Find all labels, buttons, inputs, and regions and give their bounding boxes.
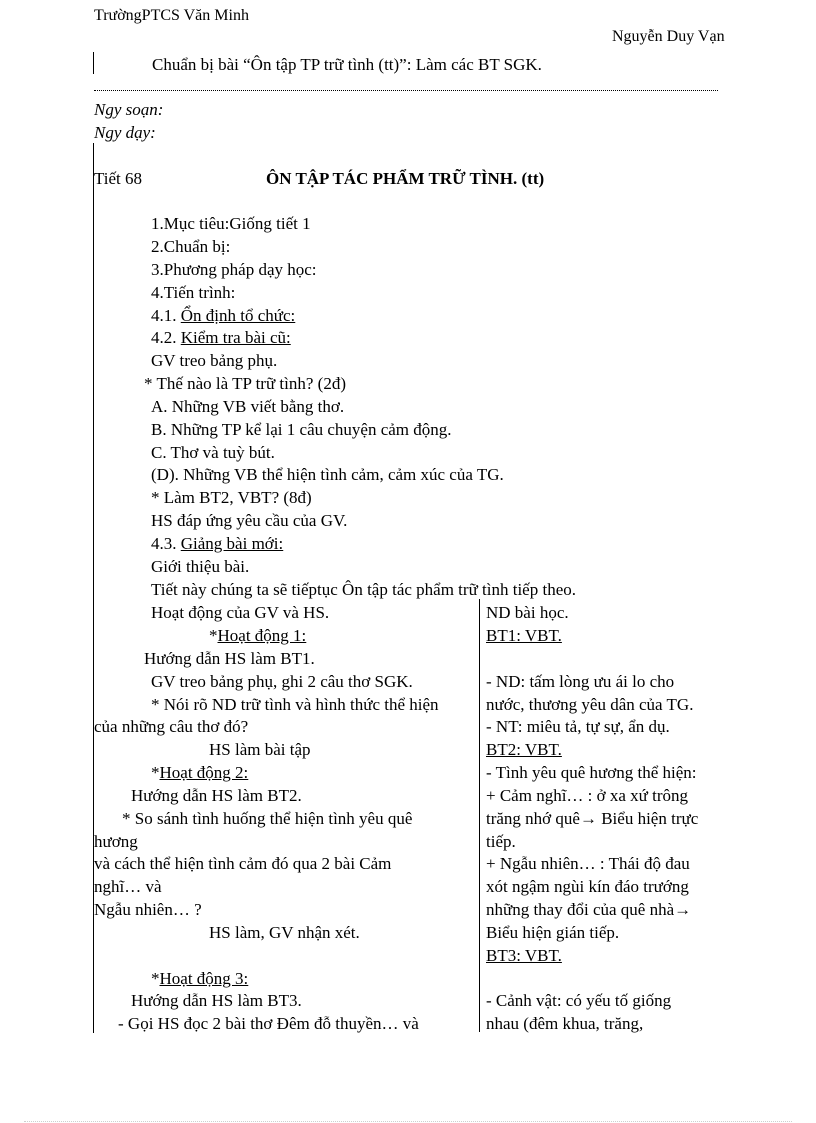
date-day-label: Ngy dạy: <box>94 123 156 142</box>
activity-2-question-b: hương <box>94 832 138 851</box>
activity-2-question-c: và cách thể hiện tình cảm đó qua 2 bài Cảm <box>94 854 392 873</box>
activity-1-guide: Hướng dẫn HS làm BT1. <box>144 649 315 668</box>
activity-2-guide: Hướng dẫn HS làm BT2. <box>131 786 302 805</box>
exercise-2-title: BT2: VBT. <box>486 740 562 759</box>
activity-1-gv: GV treo bảng phụ, ghi 2 câu thơ SGK. <box>151 672 413 691</box>
exercise-1-content-a: - ND: tấm lòng ưu ái lo cho <box>486 672 675 691</box>
dotted-separator <box>94 90 718 91</box>
section-4-2 <box>151 329 291 346</box>
exercise-1-title: BT1: VBT. <box>486 626 562 645</box>
activity-3-heading <box>151 970 248 987</box>
activity-1-question-b: của những câu thơ đó? <box>94 717 249 736</box>
activity-1-hs: HS làm bài tập <box>209 740 311 759</box>
option-a: A. Những VB viết bằng thơ. <box>151 397 345 416</box>
activity-3-title: Hoạt động 3: <box>159 969 249 988</box>
activity-2-question-a: * So sánh tình huống thể hiện tình yêu quê <box>122 809 413 828</box>
activity-3-star: * <box>151 969 160 988</box>
objective-line: 1.Mục tiêu:Giống tiết 1 <box>151 214 311 233</box>
section-4-3-title: Giảng bài mới: <box>180 534 284 553</box>
activity-1-title: Hoạt động 1: <box>217 626 307 645</box>
right-column-header: ND bài học. <box>486 603 569 622</box>
section-4-2-title: Kiểm tra bài cũ: <box>180 328 291 347</box>
activity-2-star: * <box>151 763 160 782</box>
activity-3-guide: Hướng dẫn HS làm BT3. <box>131 991 302 1010</box>
activity-1-question-a: * Nói rõ ND trữ tình và hình thức thể hiện <box>151 695 439 714</box>
activity-3-question: - Gọi HS đọc 2 bài thơ Đêm đỗ thuyền… và <box>118 1014 419 1033</box>
option-c: C. Thơ và tuỳ bút. <box>151 443 275 462</box>
exercise-2-line-a: - Tình yêu quê hương thể hiện: <box>486 763 697 782</box>
left-column-header: Hoạt động của GV và HS. <box>151 603 330 622</box>
exercise-2-line-h: Biểu hiện gián tiếp. <box>486 923 620 942</box>
intro-line: Giới thiệu bài. <box>151 557 250 576</box>
exercise-3-line-b: nhau (đêm khua, trăng, <box>486 1014 644 1033</box>
exercise-2-line-g: những thay đổi của quê nhà→ <box>486 900 692 919</box>
exercise-3-title: BT3: VBT. <box>486 946 562 965</box>
exercise-2-line-c: trăng nhớ quê→ Biểu hiện trực <box>486 809 699 828</box>
exercise-2-line-f: xót ngậm ngùi kín đáo trướng <box>486 877 689 896</box>
question-1: * Thế nào là TP trữ tình? (2đ) <box>144 374 346 393</box>
exercise-2-line-b: + Cảm nghĩ… : ở xa xứ trông <box>486 786 689 805</box>
option-b: B. Những TP kể lại 1 câu chuyện cảm động. <box>151 420 452 439</box>
exercise-3-line-a: - Cảnh vật: có yếu tố giống <box>486 991 672 1010</box>
exercise-1-art: - NT: miêu tả, tự sự, ẩn dụ. <box>486 717 670 736</box>
column-divider <box>479 599 480 1032</box>
activity-2-question-d: nghĩ… và <box>94 877 162 896</box>
page-bottom-rule <box>24 1121 792 1122</box>
section-4-1 <box>151 307 295 324</box>
section-4-3 <box>151 535 283 552</box>
option-d: (D). Những VB thể hiện tình cảm, cảm xúc của TG. <box>151 465 504 484</box>
lesson-intro-sentence: Tiết này chúng ta sẽ tiếptục Ôn tập tác phẩm trữ tình tiếp theo. <box>151 580 576 599</box>
activity-1-star: * <box>209 626 218 645</box>
method-line: 3.Phương pháp dạy học: <box>151 260 317 279</box>
preparation-line: 2.Chuẩn bị: <box>151 237 231 256</box>
hs-answer-line: HS đáp ứng yêu cầu của GV. <box>151 511 348 530</box>
activity-2-title: Hoạt động 2: <box>159 763 249 782</box>
activity-2-question-e: Ngẫu nhiên… ? <box>94 900 202 919</box>
school-name: TrườngPTCS Văn Minh <box>94 7 249 24</box>
activity-2-heading <box>151 764 248 781</box>
question-2: * Làm BT2, VBT? (8đ) <box>151 488 312 507</box>
date-soan-label: Ngy soạn: <box>94 100 164 119</box>
lesson-title: ÔN TẬP TÁC PHẨM TRỮ TÌNH. (tt) <box>266 169 545 188</box>
teacher-name: Nguyễn Duy Vạn <box>612 28 725 45</box>
section-4-1-title: Ổn định tổ chức: <box>180 306 296 325</box>
process-line: 4.Tiến trình: <box>151 283 236 302</box>
section-4-3-prefix: 4.3. <box>151 534 181 553</box>
exercise-2-line-e: + Ngẫu nhiên… : Thái độ đau <box>486 854 690 873</box>
margin-bar-top <box>93 52 94 74</box>
section-4-1-prefix: 4.1. <box>151 306 181 325</box>
section-4-2-prefix: 4.2. <box>151 328 181 347</box>
activity-2-hs: HS làm, GV nhận xét. <box>209 923 360 942</box>
lesson-number: Tiết 68 <box>94 169 143 188</box>
gv-board-line: GV treo bảng phụ. <box>151 351 278 370</box>
exercise-1-content-b: nước, thương yêu dân của TG. <box>486 695 694 714</box>
prep-note: Chuẩn bị bài “Ôn tập TP trữ tình (tt)”: Làm các BT SGK. <box>152 55 542 74</box>
exercise-2-line-d: tiếp. <box>486 832 516 851</box>
activity-1-heading <box>209 627 306 644</box>
